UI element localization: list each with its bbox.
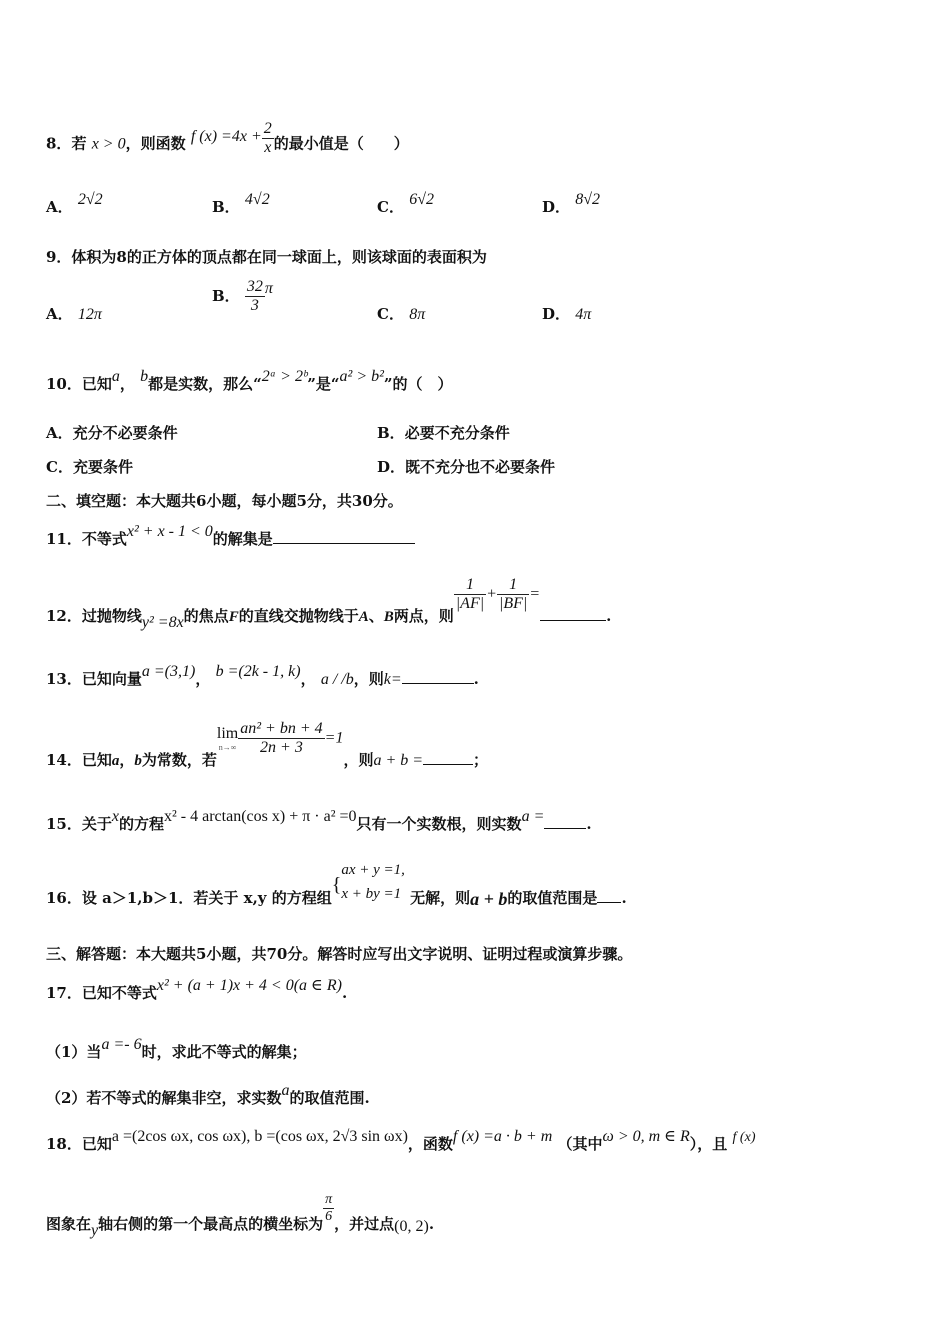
section-heading: 二、填空题：本大题共6小题，每小题5分，共30分。 xyxy=(46,492,403,510)
text: （2）若不等式的解集非空，求实数 xyxy=(46,1089,282,1107)
question-17 xyxy=(46,977,348,1003)
equals-one: =1 xyxy=(324,729,344,747)
option-value: 8π xyxy=(409,306,426,323)
option-d[interactable] xyxy=(377,456,555,477)
const-a: a xyxy=(111,752,120,769)
text: 的焦点 xyxy=(183,606,229,625)
answer-blank[interactable] xyxy=(540,606,606,621)
text: ，并过点 xyxy=(334,1214,395,1233)
option-c[interactable] xyxy=(377,303,425,324)
fraction xyxy=(262,120,274,157)
fraction-bf xyxy=(497,576,529,613)
option-value: 4√2 xyxy=(244,191,270,208)
numerator: π xyxy=(325,1192,333,1207)
text: 两点，则 xyxy=(393,606,454,625)
text: 的取值范围是 xyxy=(507,889,598,907)
option-b[interactable] xyxy=(377,422,510,443)
math-equation: x² - 4 arctan(cos x) + π · a² =0 xyxy=(164,808,357,825)
question-14 xyxy=(46,720,489,769)
option-label: B． xyxy=(377,424,405,442)
math-var: a = xyxy=(521,808,545,825)
text: ”的（ ） xyxy=(383,375,453,393)
math-condition: a =- 6 xyxy=(101,1036,142,1053)
text: ， xyxy=(119,750,135,769)
text: 13．已知向量 xyxy=(46,670,142,688)
plus-sign: + xyxy=(486,585,497,603)
option-label: A． xyxy=(46,424,73,442)
math-var: y xyxy=(91,1221,99,1239)
text: 、 xyxy=(368,606,384,625)
vector-a: a =(3,1) xyxy=(141,663,196,680)
math-var: x xyxy=(111,808,119,825)
option-value: 12π xyxy=(77,306,102,323)
text: ， xyxy=(195,670,211,688)
equals-sign: = xyxy=(529,585,541,603)
parallel-condition: a / /b xyxy=(320,671,354,688)
text: 图象在 xyxy=(46,1214,92,1233)
answer-blank[interactable] xyxy=(273,529,415,544)
question-15 xyxy=(46,808,592,834)
text: 18．已知 xyxy=(46,1135,112,1153)
text: 的方程 xyxy=(118,815,164,833)
const-b: b xyxy=(134,752,142,769)
denominator: 2n + 3 xyxy=(238,738,324,757)
numerator: 1 xyxy=(509,576,518,593)
text: ，则 xyxy=(343,750,374,769)
answer-blank[interactable] xyxy=(423,750,473,765)
denominator: 6 xyxy=(323,1208,334,1225)
text: ，则函数 xyxy=(125,134,186,153)
text: ”是“ xyxy=(307,375,340,393)
numerator: 1 xyxy=(465,576,474,593)
math-condition: ω > 0, m ∈ R xyxy=(602,1128,690,1145)
text: ， xyxy=(119,375,135,393)
equation-system xyxy=(341,858,405,906)
math-expr: 2ᵃ > 2ᵇ xyxy=(261,368,308,385)
question-17-part-2 xyxy=(46,1082,370,1108)
text: 的解集是 xyxy=(212,530,273,548)
option-a[interactable] xyxy=(46,191,103,217)
option-label: A． xyxy=(46,305,73,323)
option-c[interactable] xyxy=(377,191,434,217)
point: (0, 2) xyxy=(394,1217,429,1235)
math-expr: a + b = xyxy=(373,751,424,769)
question-11 xyxy=(46,523,415,549)
text: 若 xyxy=(71,134,87,153)
vector-b: b =(2k - 1, k) xyxy=(215,663,301,680)
option-label: C． xyxy=(46,458,73,476)
question-10 xyxy=(46,368,453,394)
option-label: B． xyxy=(212,198,240,216)
brace: { xyxy=(331,874,342,896)
question-9: 9．体积为8的正方体的顶点都在同一球面上，则该球面的表面积为 xyxy=(46,248,487,266)
option-value: 2√2 xyxy=(77,191,103,208)
point-a: A xyxy=(358,608,369,625)
equation-2: x + by =1 xyxy=(341,886,402,902)
option-label: D． xyxy=(542,305,571,323)
fraction xyxy=(323,1192,334,1225)
equation-1: ax + y =1, xyxy=(341,862,405,878)
option-b[interactable] xyxy=(212,278,273,315)
lim-label: lim xyxy=(216,725,239,742)
limit xyxy=(217,725,238,752)
question-13 xyxy=(46,663,479,689)
text: ， xyxy=(300,670,316,688)
option-label: B． xyxy=(212,286,240,305)
option-label: C． xyxy=(377,198,404,216)
text: 都是实数，那么“ xyxy=(148,375,262,393)
text: 16．设 a＞1,b＞1．若关于 x,y 的方程组 xyxy=(46,889,332,907)
lim-subscript: n→∞ xyxy=(218,743,237,752)
option-c[interactable] xyxy=(46,456,133,477)
fraction xyxy=(245,278,265,315)
denominator: |BF| xyxy=(498,595,528,612)
text: 10．已知 xyxy=(46,375,112,393)
answer-blank[interactable] xyxy=(597,888,621,903)
question-18 xyxy=(46,1128,756,1154)
option-value: 充分不必要条件 xyxy=(72,424,178,442)
text: 12．过抛物线 xyxy=(46,606,142,625)
option-b[interactable] xyxy=(212,191,270,217)
text: 的直线交抛物线于 xyxy=(238,606,359,625)
math-expr: a + b xyxy=(470,889,508,909)
math-var: a xyxy=(111,368,120,385)
text: . xyxy=(606,606,612,625)
denominator: |AF| xyxy=(455,595,485,612)
answer-blank[interactable] xyxy=(402,669,474,684)
math-function: f (x) =4x + xyxy=(190,127,262,145)
text: 无解，则 xyxy=(410,889,471,907)
question-number: 8． xyxy=(46,134,72,153)
text: 时，求此不等式的解集； xyxy=(141,1043,307,1061)
text: ，则 xyxy=(353,670,384,688)
text: （1）当 xyxy=(46,1043,102,1061)
text: （其中 xyxy=(557,1135,603,1153)
text: 的最小值是（ ） xyxy=(273,134,409,153)
math-function: f (x) xyxy=(732,1130,756,1145)
text: ； xyxy=(473,750,489,769)
text: . xyxy=(473,670,479,688)
text: . xyxy=(428,1214,435,1233)
denominator: 3 xyxy=(245,296,265,315)
point-b: B xyxy=(383,608,394,625)
option-value: 充要条件 xyxy=(72,458,133,476)
question-16 xyxy=(46,858,627,909)
option-a[interactable] xyxy=(46,422,178,443)
numerator: 32 xyxy=(246,278,263,295)
text: 轴右侧的第一个最高点的横坐标为 xyxy=(98,1214,324,1233)
option-value: 4π xyxy=(575,306,592,323)
math-inequality: x² + (a + 1)x + 4 < 0(a ∈ R) xyxy=(156,977,342,994)
question-12 xyxy=(46,576,612,631)
math-condition: x > 0 xyxy=(91,135,126,153)
pi-symbol: π xyxy=(264,279,273,297)
fraction xyxy=(238,720,324,757)
math-parabola: y² =8x xyxy=(141,613,184,631)
section-heading: 三、解答题：本大题共5小题，共70分。解答时应写出文字说明、证明过程或演算步骤。 xyxy=(46,945,633,963)
question-8 xyxy=(46,120,409,163)
option-label: C． xyxy=(377,305,404,323)
vector-definitions: a =(2cos ωx, cos ωx), b =(cos ωx, 2√3 sin ωx) xyxy=(111,1128,408,1145)
math-var: b xyxy=(140,368,149,385)
text: 14．已知 xyxy=(46,750,112,769)
denominator: x xyxy=(262,138,274,157)
option-value: 8√2 xyxy=(575,191,601,208)
numerator: an² + bn + 4 xyxy=(240,720,323,737)
text: . xyxy=(342,984,348,1002)
option-label: A． xyxy=(46,198,73,216)
answer-blank[interactable] xyxy=(544,814,586,829)
option-value: 既不充分也不必要条件 xyxy=(405,458,556,476)
text: 为常数，若 xyxy=(141,750,217,769)
math-inequality: x² + x - 1 < 0 xyxy=(126,523,213,540)
option-label: D． xyxy=(542,198,571,216)
question-17-part-1 xyxy=(46,1036,307,1062)
option-d[interactable] xyxy=(542,191,601,217)
text: 的取值范围. xyxy=(289,1089,370,1107)
option-d[interactable] xyxy=(542,303,591,324)
question-18-line-2 xyxy=(46,1192,435,1239)
fraction-af xyxy=(454,576,486,613)
numerator: 2 xyxy=(263,120,272,137)
text: 17．已知不等式 xyxy=(46,984,157,1002)
text: 15．关于 xyxy=(46,815,112,833)
math-expr: a² > b² xyxy=(339,368,384,385)
function-definition: f (x) =a · b + m xyxy=(452,1128,553,1145)
text: 只有一个实数根，则实数 xyxy=(356,815,522,833)
text: . xyxy=(621,889,627,907)
text: ，函数 xyxy=(407,1135,453,1153)
math-var: k= xyxy=(383,671,402,688)
option-a[interactable] xyxy=(46,303,102,324)
option-value: 6√2 xyxy=(409,191,434,208)
math-var: a xyxy=(281,1082,290,1099)
option-label: D． xyxy=(377,458,406,476)
point-f: F xyxy=(228,608,239,625)
option-value: 必要不充分条件 xyxy=(404,424,510,442)
text: . xyxy=(586,815,592,833)
text: ），且 xyxy=(689,1135,728,1153)
text: 11．不等式 xyxy=(46,530,127,548)
